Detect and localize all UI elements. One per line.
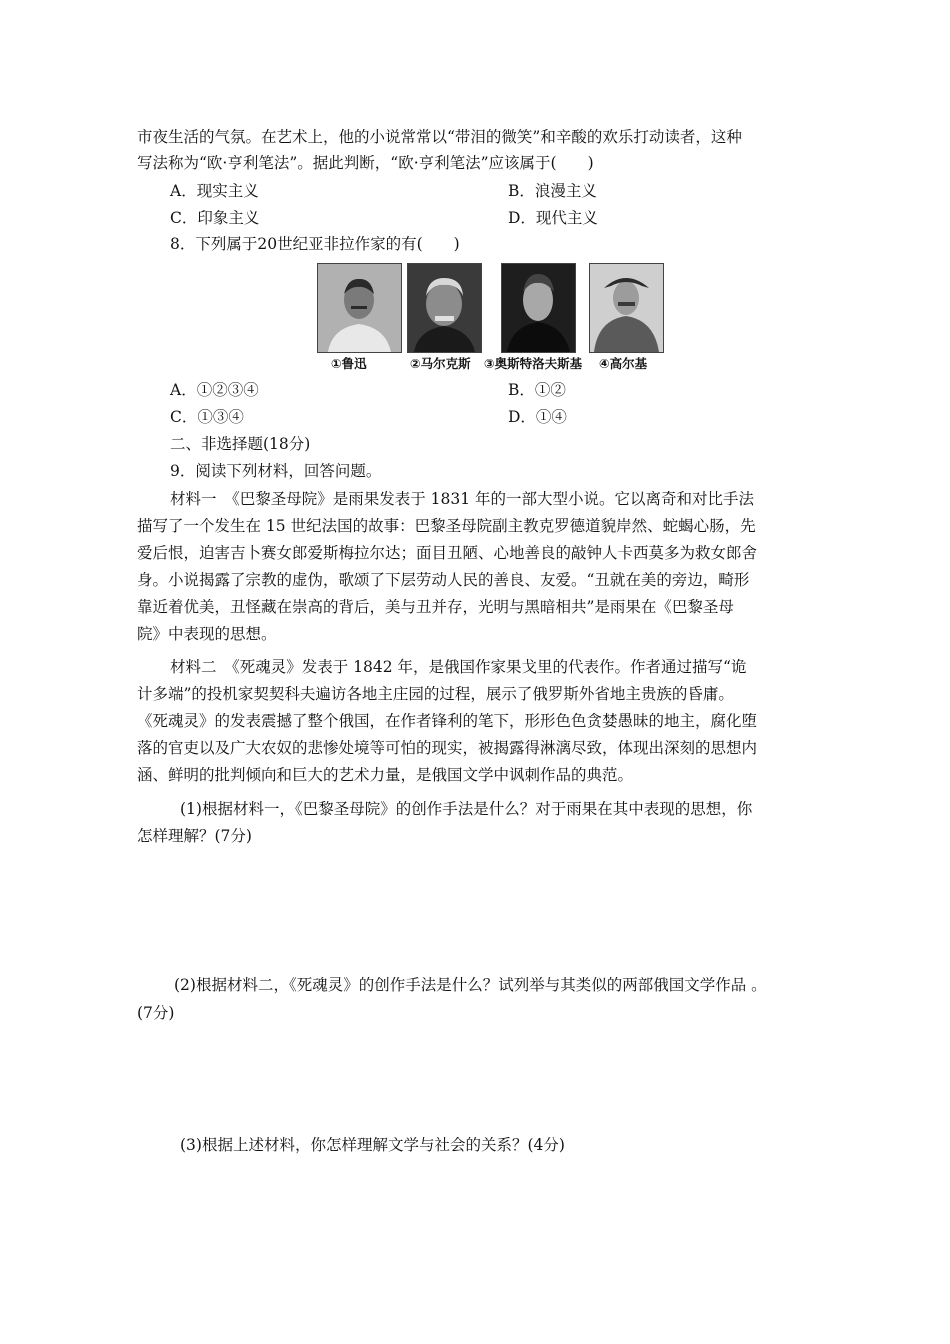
q9-stem: 9．阅读下列材料，回答问题。 <box>170 462 382 480</box>
q8-option-c: C．①③④ <box>170 408 244 426</box>
q8-stem: 8．下列属于20世纪亚非拉作家的有( ) <box>170 235 460 253</box>
material1-line: 靠近着优美，丑怪藏在崇高的背后，美与丑并存，光明与黑暗相共”是雨果在《巴黎圣母 <box>137 598 734 616</box>
caption-2: ②马尔克斯 <box>410 356 471 371</box>
question-3: (3)根据上述材料，你怎样理解文学与社会的关系？(4分) <box>180 1136 565 1154</box>
material2-line: 计多端”的投机家契契科夫遍访各地主庄园的过程，展示了俄罗斯外省地主贵族的昏庸。 <box>137 685 734 703</box>
q7-option-a: A．现实主义 <box>170 182 259 200</box>
q7-option-d: D．现代主义 <box>508 209 598 227</box>
material2-line: 材料二 《死魂灵》发表于 1842 年，是俄国作家果戈里的代表作。作者通过描写“诡 <box>170 658 747 676</box>
q7-text-line-2: 写法称为“欧·亨利笔法”。据此判断，“欧·亨利笔法”应该属于( ) <box>137 154 594 172</box>
q8-option-b: B．①② <box>508 381 566 399</box>
q7-option-c: C．印象主义 <box>170 209 260 227</box>
material2-line: 涵、鲜明的批判倾向和巨大的艺术力量，是俄国文学中讽刺作品的典范。 <box>137 766 634 784</box>
question-2-line-2: (7分) <box>137 1004 175 1022</box>
material1-line: 身。小说揭露了宗教的虚伪，歌颂了下层劳动人民的善良、友爱。“丑就在美的旁边，畸形 <box>137 571 750 589</box>
question-1-line-2: 怎样理解？(7分) <box>137 827 252 845</box>
q8-option-a: A．①②③④ <box>170 381 259 399</box>
portrait-marquez <box>407 263 482 353</box>
material2-line: 《死魂灵》的发表震撼了整个俄国，在作者锋利的笔下，形形色色贪婪愚昧的地主，腐化堕 <box>137 712 758 730</box>
material2-line: 落的官吏以及广大农奴的悲惨处境等可怕的现实，被揭露得淋漓尽致，体现出深刻的思想内 <box>137 739 758 757</box>
portrait-ostrovsky <box>501 263 576 353</box>
section-heading: 二、非选择题(18分) <box>170 435 311 453</box>
question-2-line-1: (2)根据材料二，《死魂灵》的创作手法是什么？试列举与其类似的两部俄国文学作品 。 <box>174 976 767 994</box>
q7-option-b: B．浪漫主义 <box>508 182 597 200</box>
material1-line: 爱后恨，迫害吉卜赛女郎爱斯梅拉尔达；面目丑陋、心地善良的敲钟人卡西莫多为救女郎舍 <box>137 544 758 562</box>
material1-line: 描写了一个发生在 15 世纪法国的故事：巴黎圣母院副主教克罗德道貌岸然、蛇蝎心肠，先 <box>137 517 756 535</box>
portrait-gorky <box>589 263 664 353</box>
material1-line: 材料一 《巴黎圣母院》是雨果发表于 1831 年的一部大型小说。它以离奇和对比手法 <box>170 490 755 508</box>
q8-option-d: D．①④ <box>508 408 567 426</box>
portrait-lu-xun <box>317 263 402 353</box>
q7-text-line-1: 市夜生活的气氛。在艺术上，他的小说常常以“带泪的微笑”和辛酸的欢乐打动读者，这种 <box>137 128 742 146</box>
caption-3: ③奥斯特洛夫斯基 <box>484 356 583 371</box>
material1-line: 院》中表现的思想。 <box>137 625 277 643</box>
question-1-line-1: (1)根据材料一，《巴黎圣母院》的创作手法是什么？对于雨果在其中表现的思想，你 <box>180 800 753 818</box>
caption-1: ①鲁迅 <box>331 356 367 371</box>
caption-4: ④高尔基 <box>599 356 648 371</box>
